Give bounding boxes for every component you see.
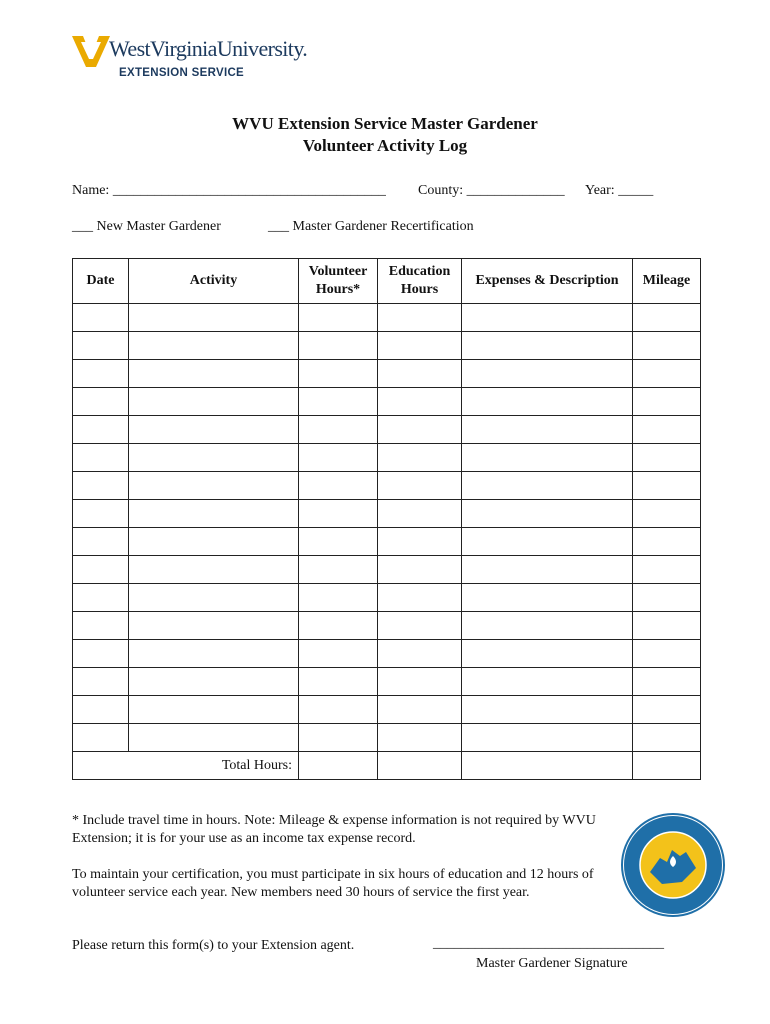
education-hours-cell[interactable] bbox=[378, 304, 462, 332]
activity-cell[interactable] bbox=[129, 724, 299, 752]
volunteer-hours-cell[interactable] bbox=[299, 640, 378, 668]
flying-wv-icon bbox=[72, 34, 110, 68]
volunteer-hours-cell[interactable] bbox=[299, 304, 378, 332]
table-row bbox=[73, 388, 701, 416]
total-mileage-cell[interactable] bbox=[633, 752, 701, 780]
volunteer-hours-cell[interactable] bbox=[299, 724, 378, 752]
expenses-cell[interactable] bbox=[462, 388, 633, 416]
table-row bbox=[73, 304, 701, 332]
expenses-cell[interactable] bbox=[462, 612, 633, 640]
signature-label: Master Gardener Signature bbox=[476, 956, 628, 971]
table-row bbox=[73, 528, 701, 556]
expenses-cell[interactable] bbox=[462, 696, 633, 724]
mileage-cell[interactable] bbox=[633, 640, 701, 668]
volunteer-hours-cell[interactable] bbox=[299, 360, 378, 388]
education-hours-cell[interactable] bbox=[378, 556, 462, 584]
date-cell[interactable] bbox=[73, 360, 129, 388]
header-activity: Activity bbox=[129, 259, 299, 304]
volunteer-hours-cell[interactable] bbox=[299, 556, 378, 584]
date-cell[interactable] bbox=[73, 696, 129, 724]
date-cell[interactable] bbox=[73, 388, 129, 416]
education-hours-cell[interactable] bbox=[378, 472, 462, 500]
table-row bbox=[73, 472, 701, 500]
date-cell[interactable] bbox=[73, 668, 129, 696]
master-gardener-seal-icon bbox=[620, 812, 726, 918]
table-row bbox=[73, 444, 701, 472]
mileage-cell[interactable] bbox=[633, 388, 701, 416]
date-cell[interactable] bbox=[73, 500, 129, 528]
expenses-cell[interactable] bbox=[462, 472, 633, 500]
education-hours-cell[interactable] bbox=[378, 584, 462, 612]
education-hours-cell[interactable] bbox=[378, 500, 462, 528]
volunteer-hours-cell[interactable] bbox=[299, 388, 378, 416]
table-row bbox=[73, 668, 701, 696]
page-title: WVU Extension Service Master Gardener bbox=[232, 114, 538, 133]
expenses-cell[interactable] bbox=[462, 640, 633, 668]
education-hours-cell[interactable] bbox=[378, 416, 462, 444]
activity-cell[interactable] bbox=[129, 416, 299, 444]
recertification-checkbox[interactable]: ___ Master Gardener Recertification bbox=[268, 219, 474, 234]
total-hours-label: Total Hours: bbox=[73, 752, 299, 780]
header-volunteer-hours: Volunteer Hours* bbox=[299, 259, 378, 304]
volunteer-hours-cell[interactable] bbox=[299, 584, 378, 612]
expenses-cell[interactable] bbox=[462, 444, 633, 472]
mileage-cell[interactable] bbox=[633, 444, 701, 472]
table-row bbox=[73, 332, 701, 360]
signature-line[interactable]: _________________________________ bbox=[433, 936, 664, 951]
mileage-cell[interactable] bbox=[633, 612, 701, 640]
mileage-cell[interactable] bbox=[633, 556, 701, 584]
year-field[interactable]: Year: _____ bbox=[585, 183, 654, 198]
education-hours-cell[interactable] bbox=[378, 612, 462, 640]
table-row bbox=[73, 556, 701, 584]
mileage-cell[interactable] bbox=[633, 472, 701, 500]
table-header-row bbox=[73, 259, 701, 304]
education-hours-cell[interactable] bbox=[378, 360, 462, 388]
table-row bbox=[73, 360, 701, 388]
mileage-cell[interactable] bbox=[633, 724, 701, 752]
date-cell[interactable] bbox=[73, 444, 129, 472]
mileage-cell[interactable] bbox=[633, 416, 701, 444]
date-cell[interactable] bbox=[73, 332, 129, 360]
total-expenses-cell[interactable] bbox=[462, 752, 633, 780]
header-mileage: Mileage bbox=[633, 259, 701, 304]
expenses-cell[interactable] bbox=[462, 528, 633, 556]
total-volunteer-hours-cell[interactable] bbox=[299, 752, 378, 780]
education-hours-cell[interactable] bbox=[378, 724, 462, 752]
activity-cell[interactable] bbox=[129, 696, 299, 724]
date-cell[interactable] bbox=[73, 584, 129, 612]
mileage-cell[interactable] bbox=[633, 360, 701, 388]
expenses-cell[interactable] bbox=[462, 500, 633, 528]
volunteer-hours-cell[interactable] bbox=[299, 472, 378, 500]
activity-cell[interactable] bbox=[129, 304, 299, 332]
date-cell[interactable] bbox=[73, 304, 129, 332]
expenses-cell[interactable] bbox=[462, 584, 633, 612]
education-hours-cell[interactable] bbox=[378, 528, 462, 556]
education-hours-cell[interactable] bbox=[378, 388, 462, 416]
activity-cell[interactable] bbox=[129, 500, 299, 528]
activity-cell[interactable] bbox=[129, 556, 299, 584]
education-hours-cell[interactable] bbox=[378, 444, 462, 472]
education-hours-cell[interactable] bbox=[378, 332, 462, 360]
volunteer-hours-cell[interactable] bbox=[299, 612, 378, 640]
return-instruction: Please return this form(s) to your Extension agent. bbox=[72, 938, 355, 953]
expenses-cell[interactable] bbox=[462, 556, 633, 584]
header-expenses: Expenses & Description bbox=[462, 259, 633, 304]
volunteer-hours-cell[interactable] bbox=[299, 332, 378, 360]
mileage-cell[interactable] bbox=[633, 528, 701, 556]
header-education-hours: Education Hours bbox=[378, 259, 462, 304]
table-row bbox=[73, 612, 701, 640]
date-cell[interactable] bbox=[73, 528, 129, 556]
mileage-cell[interactable] bbox=[633, 500, 701, 528]
table-row bbox=[73, 640, 701, 668]
expenses-cell[interactable] bbox=[462, 724, 633, 752]
activity-log-table bbox=[72, 258, 701, 780]
mileage-cell[interactable] bbox=[633, 304, 701, 332]
total-row bbox=[73, 752, 701, 780]
wvu-logo bbox=[72, 34, 312, 84]
activity-cell[interactable] bbox=[129, 360, 299, 388]
date-cell[interactable] bbox=[73, 556, 129, 584]
table-row bbox=[73, 416, 701, 444]
volunteer-hours-cell[interactable] bbox=[299, 696, 378, 724]
table-row bbox=[73, 500, 701, 528]
activity-cell[interactable] bbox=[129, 668, 299, 696]
page-subtitle: Volunteer Activity Log bbox=[302, 136, 468, 155]
mileage-cell[interactable] bbox=[633, 584, 701, 612]
expenses-cell[interactable] bbox=[462, 304, 633, 332]
total-education-hours-cell[interactable] bbox=[378, 752, 462, 780]
mileage-cell[interactable] bbox=[633, 696, 701, 724]
new-master-gardener-checkbox[interactable]: ___ New Master Gardener bbox=[72, 219, 221, 234]
activity-cell[interactable] bbox=[129, 584, 299, 612]
volunteer-hours-cell[interactable] bbox=[299, 668, 378, 696]
activity-cell[interactable] bbox=[129, 612, 299, 640]
activity-cell[interactable] bbox=[129, 388, 299, 416]
education-hours-cell[interactable] bbox=[378, 668, 462, 696]
date-cell[interactable] bbox=[73, 640, 129, 668]
activity-cell[interactable] bbox=[129, 528, 299, 556]
expenses-cell[interactable] bbox=[462, 332, 633, 360]
table-row bbox=[73, 724, 701, 752]
table-row bbox=[73, 584, 701, 612]
volunteer-hours-cell[interactable] bbox=[299, 416, 378, 444]
activity-cell[interactable] bbox=[129, 332, 299, 360]
education-hours-cell[interactable] bbox=[378, 640, 462, 668]
name-field[interactable]: Name: _______________________________________ bbox=[72, 183, 386, 198]
header-date: Date bbox=[73, 259, 129, 304]
county-field[interactable]: County: ______________ bbox=[418, 183, 565, 198]
university-name: WestVirginiaUniversity. bbox=[109, 36, 308, 61]
date-cell[interactable] bbox=[73, 724, 129, 752]
travel-note: * Include travel time in hours. Note: Mileage & expense information is not required by WVU Extension; it is for your use as an income tax expense record. bbox=[72, 813, 596, 846]
extension-service-label: EXTENSION SERVICE bbox=[119, 67, 245, 79]
expenses-cell[interactable] bbox=[462, 416, 633, 444]
volunteer-hours-cell[interactable] bbox=[299, 500, 378, 528]
date-cell[interactable] bbox=[73, 416, 129, 444]
activity-cell[interactable] bbox=[129, 444, 299, 472]
volunteer-hours-cell[interactable] bbox=[299, 444, 378, 472]
table-row bbox=[73, 696, 701, 724]
expenses-cell[interactable] bbox=[462, 668, 633, 696]
activity-cell[interactable] bbox=[129, 640, 299, 668]
expenses-cell[interactable] bbox=[462, 360, 633, 388]
certification-note: To maintain your certification, you must participate in six hours of education and 12 hours of volunteer service each year. New members need 30 hours of service the first year. bbox=[72, 867, 594, 900]
mileage-cell[interactable] bbox=[633, 668, 701, 696]
date-cell[interactable] bbox=[73, 612, 129, 640]
mileage-cell[interactable] bbox=[633, 332, 701, 360]
activity-cell[interactable] bbox=[129, 472, 299, 500]
volunteer-hours-cell[interactable] bbox=[299, 528, 378, 556]
date-cell[interactable] bbox=[73, 472, 129, 500]
education-hours-cell[interactable] bbox=[378, 696, 462, 724]
